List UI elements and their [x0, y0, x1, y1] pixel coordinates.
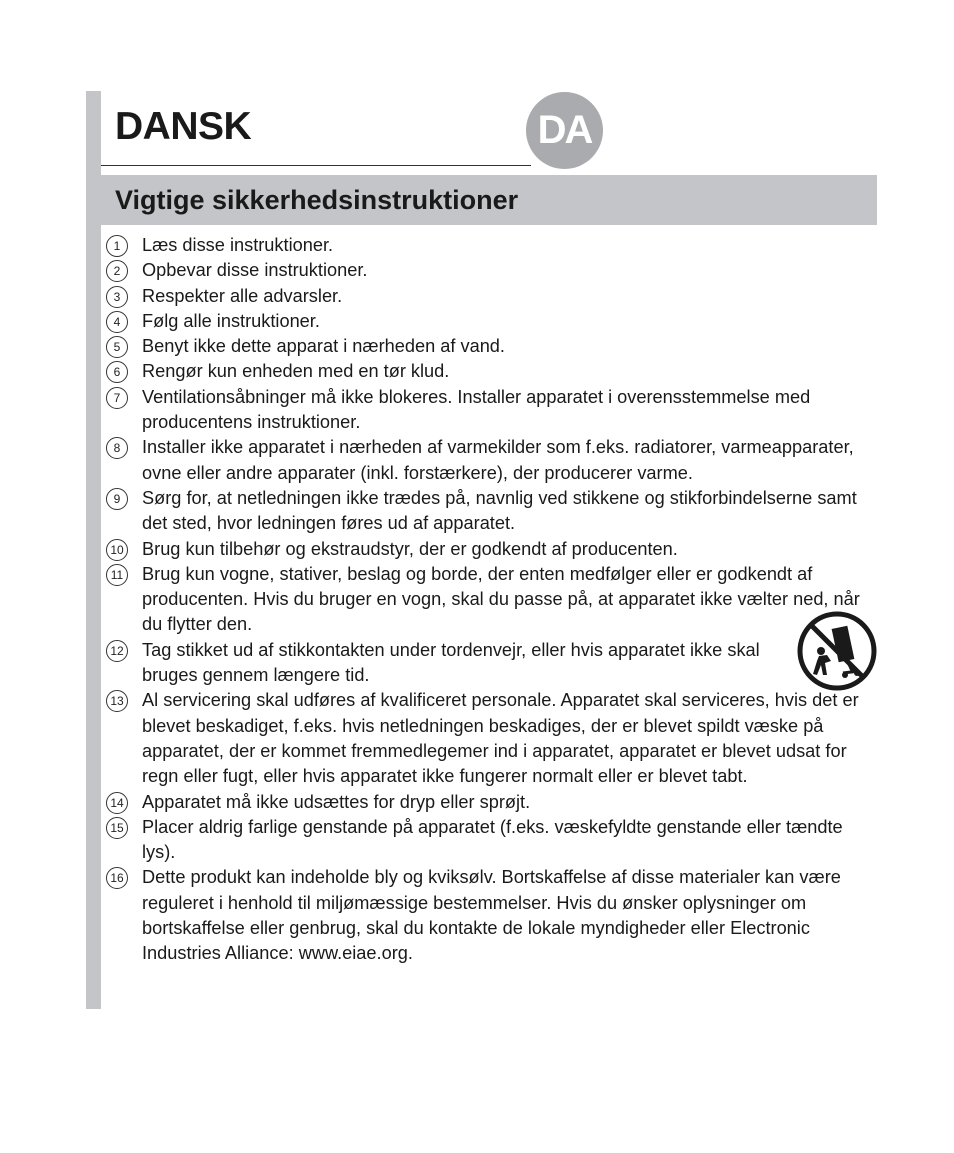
instruction-text: Sørg for, at netledningen ikke trædes på, navnlig ved stikkene og stikforbindelserne samt det sted, hvor ledningen føres ud af apparatet. [142, 487, 857, 534]
instruction-text: Brug kun vogne, stativer, beslag og borde, der enten medfølger eller er godkendt af producenten. Hvis du bruger en vogn, skal du passe på, at apparatet ikke vælter ned, når du flytter den. [142, 563, 860, 635]
language-badge: DA [526, 92, 603, 169]
section-header [101, 175, 877, 225]
instruction-text: Læs disse instruktioner. [142, 235, 334, 255]
sidebar-accent-bar [86, 91, 101, 1009]
instruction-item [106, 385, 874, 436]
instruction-text: Benyt ikke dette apparat i nærheden af vand. [142, 336, 505, 357]
instruction-text: Respekter alle advarsler. [142, 285, 343, 306]
number-badge: 9 [106, 488, 128, 510]
number-badge: 7 [106, 387, 128, 409]
instruction-text: Placer aldrig farlige genstande på apparatet (f.eks. væskefyldte genstande eller tændte lys). [142, 816, 843, 863]
number-badge: 5 [106, 336, 128, 358]
title-divider [101, 165, 531, 166]
instruction-item [106, 638, 874, 689]
instruction-text: Rengør kun enheden med en tør klud. [142, 361, 450, 382]
instruction-item [106, 790, 874, 815]
number-badge: 3 [106, 286, 128, 308]
number-badge: 2 [106, 260, 128, 282]
number-badge: 13 [106, 690, 128, 712]
number-badge: 11 [106, 564, 128, 586]
instruction-text: Ventilationsåbninger må ikke blokeres. Installer apparatet i overensstemmelse med producentens instruktioner. [142, 386, 811, 433]
instruction-text: Tag stikket ud af stikkontakten under tordenvejr, eller hvis apparatet ikke skal bruges gennem længere tid. [142, 639, 760, 686]
instruction-item [106, 562, 874, 638]
instruction-text: Opbevar disse instruktioner. [142, 260, 368, 281]
instruction-item [106, 486, 874, 537]
instruction-item [106, 688, 874, 789]
instruction-item [106, 815, 874, 866]
number-badge: 14 [106, 792, 128, 814]
instruction-item [106, 359, 874, 384]
instruction-text: Al servicering skal udføres af kvalificeret personale. Apparatet skal serviceres, hvis det er blevet beskadiget, f.eks. hvis netledningen beskadiges, der er blevet spildt væske på apparatet, der er kommet fremmedlegemer ind i apparatet, apparatet er blevet udsat for regn eller fugt, eller hvis apparatet ikke fungerer normalt eller er blevet tabt. [142, 690, 859, 787]
instruction-item [106, 435, 874, 486]
section-title: Vigtige sikkerhedsinstruktioner [115, 185, 519, 215]
instruction-text: Apparatet må ikke udsættes for dryp eller sprøjt. [142, 791, 531, 812]
number-badge: 16 [106, 867, 128, 889]
number-badge: 4 [106, 311, 128, 333]
instruction-item [106, 258, 874, 283]
instruction-text: Brug kun tilbehør og ekstraudstyr, der er godkendt af producenten. [142, 538, 678, 559]
number-badge: 8 [106, 437, 128, 459]
instruction-text: Følg alle instruktioner. [142, 310, 320, 331]
instruction-list [106, 233, 874, 967]
page-title: DANSK [115, 105, 252, 148]
number-badge: 12 [106, 640, 128, 662]
cart-warning-icon [797, 611, 877, 691]
instruction-item [106, 233, 874, 258]
number-badge: 15 [106, 817, 128, 839]
instruction-item [106, 284, 874, 309]
instruction-text: Installer ikke apparatet i nærheden af varmekilder som f.eks. radiatorer, varmeapparater, ovne eller andre apparater (inkl. forstærkere), der producerer varme. [142, 437, 854, 483]
instruction-item [106, 309, 874, 334]
number-badge: 10 [106, 539, 128, 561]
instruction-item [106, 334, 874, 359]
instruction-item [106, 537, 874, 562]
number-badge: 6 [106, 361, 128, 383]
instruction-item [106, 865, 874, 966]
instruction-text: Dette produkt kan indeholde bly og kviksølv. Bortskaffelse af disse materialer kan være reguleret i henhold til miljømæssige bestemmelser. Hvis du ønsker oplysninger om bortskaffelse eller genbrug, skal du kontakte de lokale myndigheder eller Electronic Industries Alliance: www.eiae.org. [142, 867, 841, 964]
number-badge: 1 [106, 235, 128, 257]
